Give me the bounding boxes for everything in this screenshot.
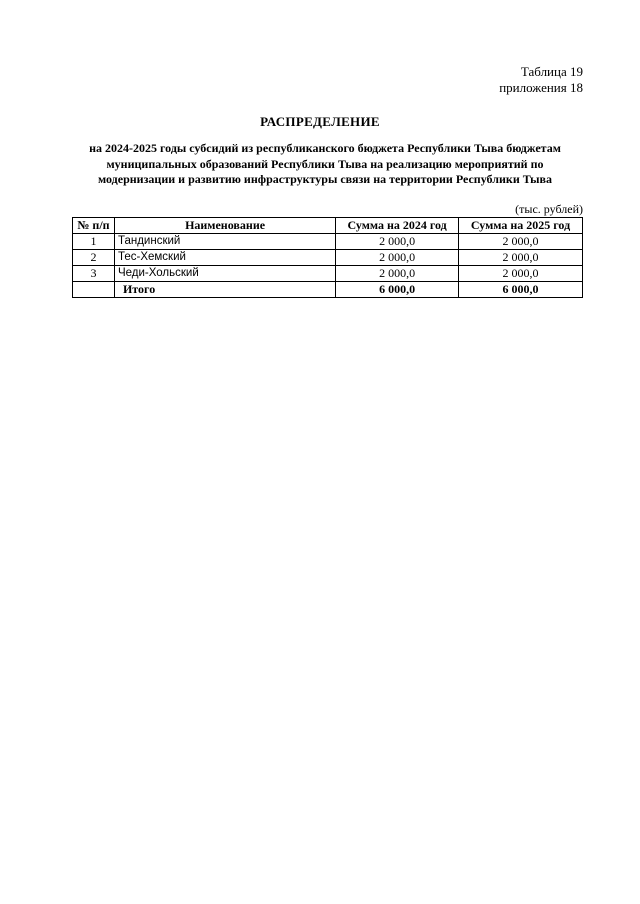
- subtitle-line: модернизации и развитию инфраструктуры связи на территории Республики Тыва: [98, 172, 552, 186]
- table-header-row: [73, 218, 583, 234]
- document-title: РАСПРЕДЕЛЕНИЕ: [260, 114, 380, 129]
- table-row: [73, 266, 583, 282]
- table-row: [73, 250, 583, 266]
- row-number: 2: [73, 250, 115, 266]
- row-number: 1: [73, 234, 115, 250]
- row-name: Чеди-Хольский: [114, 266, 335, 282]
- row-name: Тандинский: [114, 234, 335, 250]
- row-number: 3: [73, 266, 115, 282]
- column-header-2025: Сумма на 2025 год: [459, 218, 583, 234]
- subtitle-line: муниципальных образований Республики Тыва на реализацию мероприятий по: [106, 156, 544, 171]
- units-label: (тыс. рублей): [515, 202, 583, 216]
- row-amount-2025: 2 000,0: [459, 234, 583, 250]
- total-label: Итого: [114, 282, 335, 298]
- appendix-label: приложения 18: [499, 80, 583, 95]
- row-amount-2024: 2 000,0: [336, 266, 459, 282]
- column-header-name: Наименование: [114, 218, 335, 234]
- total-amount-2025: 6 000,0: [459, 282, 583, 298]
- row-amount-2025: 2 000,0: [459, 250, 583, 266]
- table-reference: [499, 64, 583, 96]
- table-total-row: [73, 282, 583, 298]
- row-amount-2024: 2 000,0: [336, 234, 459, 250]
- column-header-number: № п/п: [73, 218, 115, 234]
- row-amount-2024: 2 000,0: [336, 250, 459, 266]
- total-amount-2024: 6 000,0: [336, 282, 459, 298]
- table-row: [73, 234, 583, 250]
- total-number: [73, 282, 115, 298]
- column-header-2024: Сумма на 2024 год: [336, 218, 459, 234]
- table-label: Таблица 19: [520, 64, 583, 79]
- distribution-table: [72, 217, 583, 298]
- subtitle-line: на 2024-2025 годы субсидий из республиканского бюджета Республики Тыва бюджетам: [89, 141, 561, 155]
- row-amount-2025: 2 000,0: [459, 266, 583, 282]
- row-name: Тес-Хемский: [114, 250, 335, 266]
- document-subtitle: [80, 141, 570, 188]
